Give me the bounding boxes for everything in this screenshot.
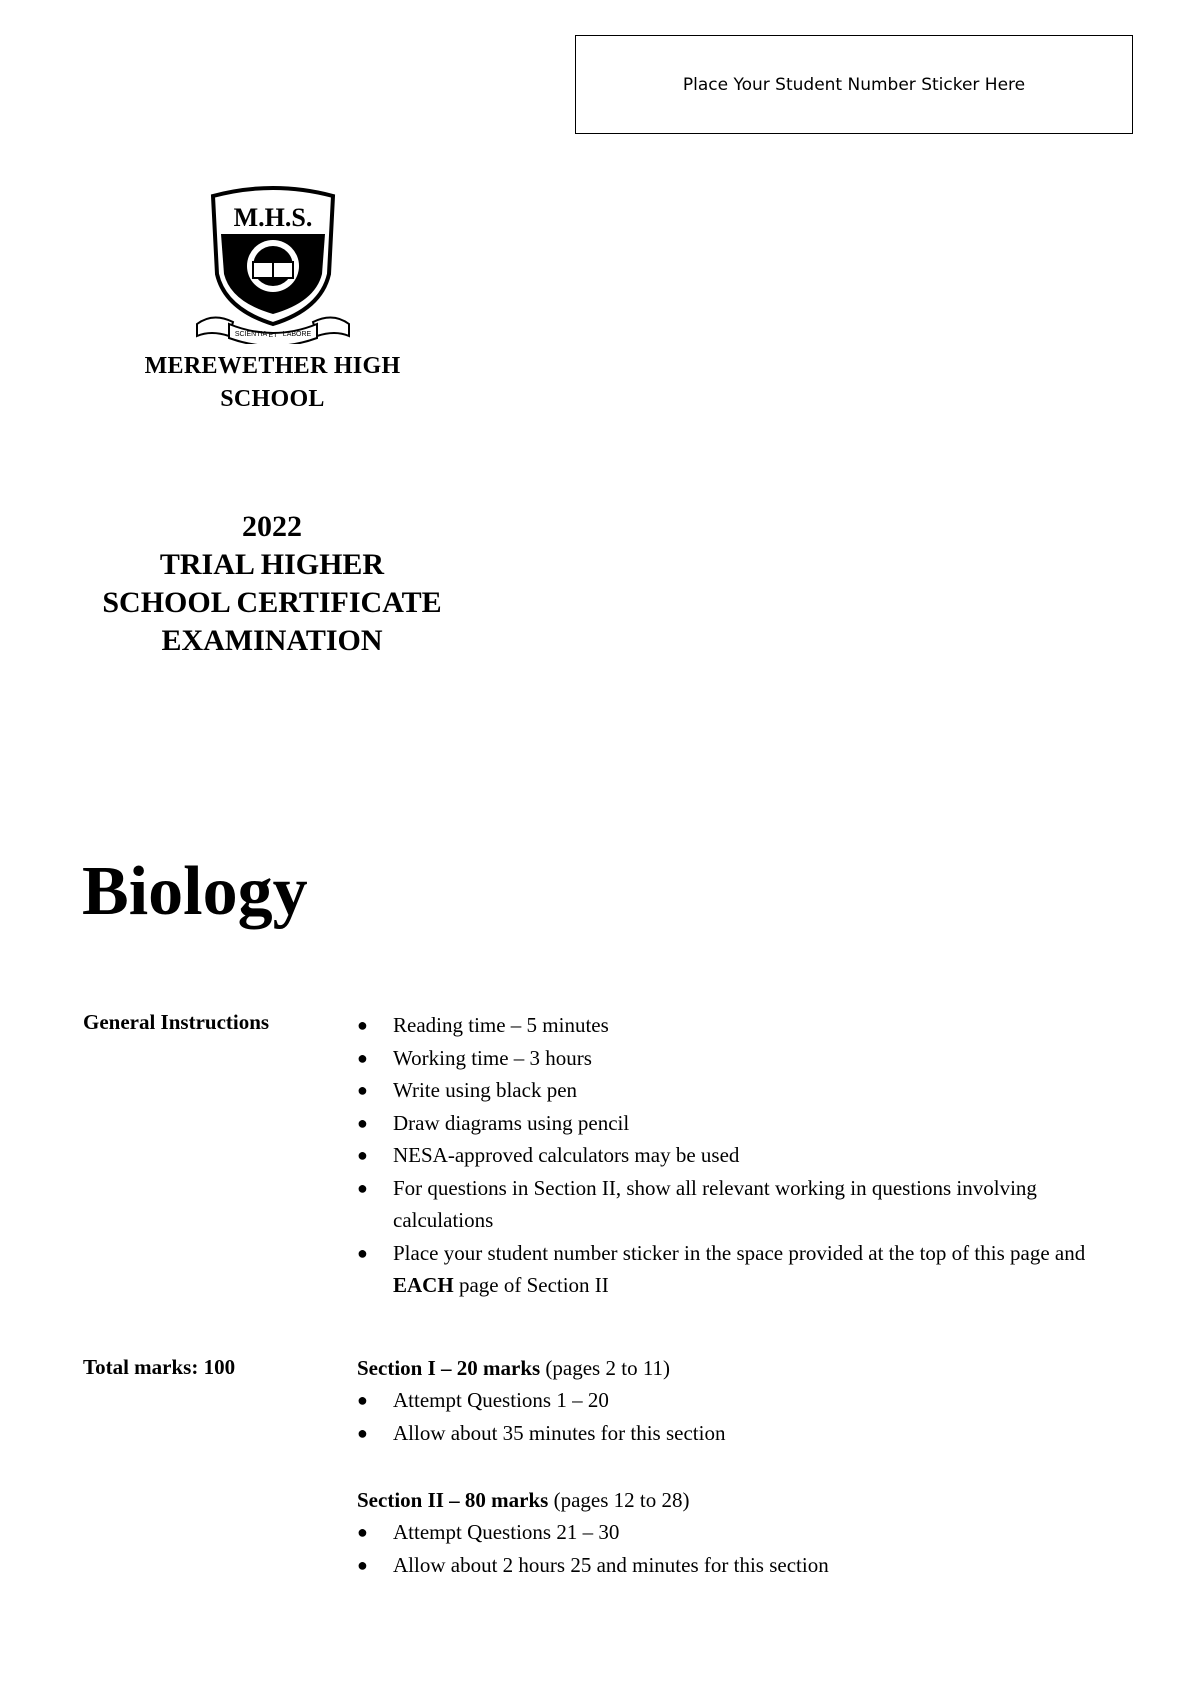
list-item: ● Place your student number sticker in the space provided at the top of this page and EACH page of Section II — [357, 1237, 1127, 1302]
section-one — [357, 1352, 1127, 1449]
subject-title: Biology — [82, 853, 308, 930]
crest-motto-mid: ET — [268, 332, 278, 339]
sticker-label: Place Your Student Number Sticker Here — [682, 74, 1026, 95]
bullet-icon: ● — [357, 1522, 368, 1542]
section-two-list — [357, 1516, 1127, 1581]
bullet-icon: ● — [357, 1554, 368, 1575]
list-item: ● For questions in Section II, show all relevant working in questions involving calculations — [357, 1172, 1127, 1237]
student-number-sticker-box — [575, 35, 1133, 134]
list-item: ● NESA-approved calculators may be used — [357, 1139, 1127, 1172]
bullet-icon: ● — [357, 1145, 368, 1165]
crest-motto-left: SCIENTIA — [234, 331, 268, 338]
section-one-list — [357, 1384, 1127, 1449]
school-crest-logo — [193, 184, 353, 344]
exam-title — [62, 508, 482, 660]
school-name-line2: SCHOOL — [220, 386, 325, 412]
bullet-icon: ● — [357, 1177, 368, 1198]
school-name-line1: MEREWETHER HIGH — [144, 353, 401, 379]
section-two-heading: Section II – 80 marks (pages 12 to 28) — [357, 1488, 690, 1512]
list-item: ● Draw diagrams using pencil — [357, 1107, 1127, 1140]
bullet-icon: ● — [357, 1112, 368, 1133]
crest-initials: M.H.S. — [233, 203, 313, 232]
bullet-icon: ● — [357, 1047, 368, 1068]
list-item: ● Allow about 35 minutes for this section — [357, 1417, 1127, 1450]
general-instructions-label: General Instructions — [83, 1010, 270, 1034]
bullet-icon: ● — [357, 1080, 368, 1100]
bullet-icon: ● — [357, 1242, 368, 1263]
list-item: ● Allow about 2 hours 25 and minutes for this section — [357, 1549, 1127, 1582]
list-item: ● Write using black pen — [357, 1074, 1127, 1107]
section-two — [357, 1484, 1127, 1581]
list-item: ● Reading time – 5 minutes — [357, 1009, 1127, 1042]
bullet-icon: ● — [357, 1422, 368, 1443]
exam-title-line3: EXAMINATION — [161, 624, 383, 657]
exam-title-line2: SCHOOL CERTIFICATE — [102, 586, 442, 619]
list-item: ● Attempt Questions 1 – 20 — [357, 1384, 1127, 1417]
list-item: ● Working time – 3 hours — [357, 1042, 1127, 1075]
general-instructions — [357, 1009, 1127, 1302]
bullet-icon: ● — [357, 1390, 368, 1410]
exam-year: 2022 — [242, 510, 302, 543]
list-item: ● Attempt Questions 21 – 30 — [357, 1516, 1127, 1549]
bullet-icon: ● — [357, 1015, 368, 1035]
section-one-heading: Section I – 20 marks (pages 2 to 11) — [357, 1356, 671, 1380]
crest-motto-right: LABORE — [282, 331, 312, 338]
exam-title-line1: TRIAL HIGHER — [159, 548, 385, 581]
total-marks-label: Total marks: 100 — [83, 1355, 236, 1379]
general-instructions-list — [357, 1009, 1127, 1302]
school-name — [100, 350, 445, 416]
